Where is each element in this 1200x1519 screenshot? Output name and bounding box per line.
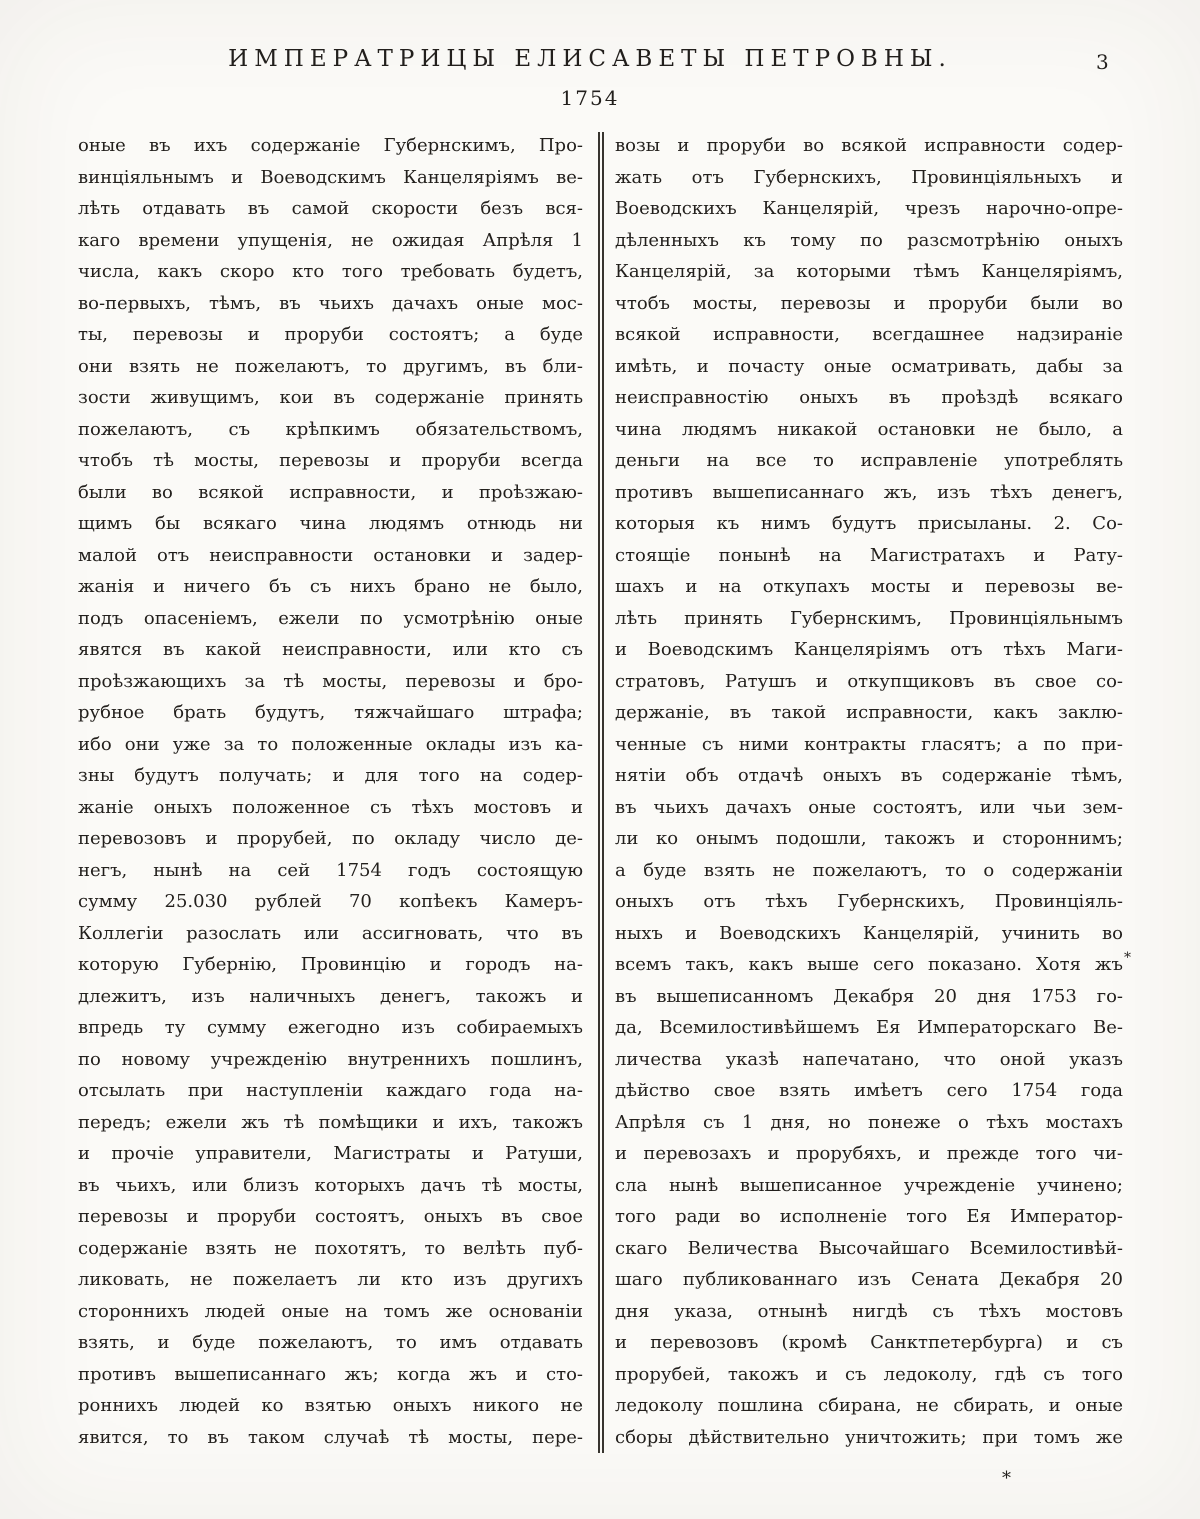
text-line: проѣзжающихъ за тѣ мосты, перевозы и бро- [78,670,583,692]
text-line: Апрѣля съ 1 дня, но понеже о тѣхъ мостахъ [615,1111,1123,1133]
text-line: рубное брать будутъ, тяжчайшаго штрафа; [78,702,583,723]
text-line: имѣть, и почасту оные осматривать, дабы за [615,355,1123,377]
text-line: впредь ту сумму ежегодно изъ собираемыхъ [78,1017,583,1038]
text-line: длежитъ, изъ наличныхъ денегъ, такожъ и [78,985,583,1007]
text-line: жать отъ Губернскихъ, Провинціяльныхъ и [615,166,1123,188]
text-line: деньги на все то исправленіе употреблять [615,450,1123,471]
text-line: дѣйство свое взять имѣетъ сего 1754 года [615,1080,1123,1101]
text-line: роннихъ людей ко взятью оныхъ никого не [78,1395,583,1416]
text-line: сборы дѣйствительно уничтожить; при томъ же [615,1426,1123,1448]
text-line: стоящіе понынѣ на Магистратахъ и Рату- [615,544,1123,566]
text-line: Коллегіи разослать или ассигновать, что въ [78,922,583,944]
text-line: оные въ ихъ содержаніе Губернскимъ, Про- [78,135,583,156]
text-line: а буде взять не пожелаютъ, то о содержаніи [615,859,1123,881]
text-line: каго времени упущенія, не ожидая Апрѣля 1 [78,229,583,251]
text-line: явятся въ какой неисправности, или кто съ [78,639,583,660]
text-line: въ вышеписанномъ Декабря 20 дня 1753 го- [615,985,1123,1007]
text-line: жаніе оныхъ положенное съ тѣхъ мостовъ и [78,796,583,818]
text-line: по новому учрежденію внутреннихъ пошлинъ, [78,1048,583,1070]
text-line: и прочіе управители, Магистраты и Ратуши, [78,1143,583,1164]
text-line: Канцелярій, за которыми тѣмъ Канцеляріямъ, [615,261,1123,282]
text-line: Воеводскихъ Канцелярій, чрезъ нарочно-опре- [615,198,1123,219]
text-line: всемъ такъ, какъ выше сего показано. Хотя жъ [615,954,1123,975]
text-line: негъ, нынѣ на сей 1754 годъ состоящую [78,859,583,881]
text-line: пожелаютъ, съ крѣпкимъ обязательствомъ, [78,418,583,440]
text-line: ибо они уже за то положенные оклады изъ ка- [78,733,583,755]
text-line: возы и проруби во всякой исправности содер- [615,135,1123,156]
text-line: личества указѣ напечатано, что оной указъ [615,1048,1123,1070]
text-line: противъ вышеписаннаго жъ; когда жъ и сто- [78,1363,583,1385]
text-line: противъ вышеписаннаго жъ, изъ тѣхъ денегъ, [615,481,1123,503]
text-line: подъ опасеніемъ, ежели по усмотрѣнію оные [78,607,583,629]
text-line: зны будутъ получать; и для того на содер- [78,765,583,786]
text-line: шахъ и на откупахъ мосты и перевозы ве- [615,576,1123,597]
signature-asterisk: * [1002,1468,1011,1489]
text-line: ты, перевозы и проруби состоятъ; а буде [78,324,583,345]
text-line: держаніе, въ такой исправности, какъ заклю- [615,702,1123,723]
text-line: стратовъ, Ратушъ и откупщиковъ въ свое со- [615,670,1123,692]
text-line: прорубей, такожъ и съ ледоколу, гдѣ съ того [615,1363,1123,1385]
text-line: ныхъ и Воеводскихъ Канцелярій, учинить во [615,922,1123,944]
text-line: дня указа, отнынѣ нигдѣ съ тѣхъ мостовъ [615,1300,1123,1322]
text-line: ченные съ ними контракты гласятъ; а по при- [615,733,1123,755]
page-number: 3 [1096,50,1109,74]
text-line: числа, какъ скоро кто того требовать будетъ, [78,261,583,282]
text-line: отсылать при наступленіи каждаго года на- [78,1080,583,1101]
text-line: сла нынѣ вышеписанное учрежденіе учинено; [615,1174,1123,1196]
text-line: шаго публикованнаго изъ Сената Декабря 20 [615,1269,1123,1290]
right-column [615,130,1123,1453]
year-heading: 1754 [560,86,620,110]
text-line: чина людямъ никакой остановки не было, а [615,418,1123,440]
text-line: да, Всемилостивѣйшемъ Ея Императорскаго Ве- [615,1017,1123,1038]
text-line: чтобъ мосты, перевозы и проруби были во [615,292,1123,314]
text-line: ликовать, не пожелаетъ ли кто изъ другихъ [78,1269,583,1290]
text-line: которую Губернію, Провинцію и городъ на- [78,954,583,975]
column-divider-rule [598,132,604,1453]
text-line: винціяльнымъ и Воеводскимъ Канцеляріямъ ве- [78,166,583,188]
left-column [78,130,583,1453]
text-line: малой отъ неисправности остановки и задер- [78,544,583,566]
text-line: сумму 25.030 рублей 70 копѣекъ Камеръ- [78,891,583,912]
text-line: были во всякой исправности, и проѣзжаю- [78,481,583,503]
text-line: стороннихъ людей оные на томъ же основаніи [78,1300,583,1322]
text-line: оныхъ отъ тѣхъ Губернскихъ, Провинціяль- [615,891,1123,912]
text-line: въ чьихъ, или близъ которыхъ дачъ тѣ мосты, [78,1174,583,1196]
text-body [78,130,1128,1453]
text-line: они взять не пожелаютъ, то другимъ, въ бли- [78,355,583,377]
text-line: явится, то въ таком случаѣ тѣ мосты, пере- [78,1426,583,1448]
text-line: и перевозахъ и прорубяхъ, и прежде того чи- [615,1143,1123,1164]
text-line: зости живущимъ, кои въ содержаніе принять [78,387,583,408]
text-line: перевозы и проруби состоятъ, оныхъ въ свое [78,1206,583,1227]
text-line: передъ; ежели жъ тѣ помѣщики и ихъ, такожъ [78,1111,583,1133]
text-line: ледоколу пошлина сбирана, не сбирать, и оные [615,1395,1123,1416]
text-line: жанія и ничего бъ съ нихъ брано не было, [78,576,583,597]
text-line: всякой исправности, всегдашнее надзираніе [615,324,1123,345]
page-header [0,46,1180,72]
text-line: неисправностію оныхъ въ проѣздѣ всякаго [615,387,1123,408]
text-line: нятіи объ отдачѣ оныхъ въ содержаніе тѣмъ, [615,765,1123,786]
text-line: которыя къ нимъ будутъ присыланы. 2. Со- [615,513,1123,534]
chapter-title: ИМПЕРАТРИЦЫ ЕЛИСАВЕТЫ ПЕТРОВНЫ. [228,46,952,72]
text-line: скаго Величества Высочайшаго Всемилостивѣй- [615,1237,1123,1259]
text-line: въ чьихъ дачахъ оные состоятъ, или чьи зем- [615,796,1123,818]
text-line: ли ко онымъ подошли, такожъ и стороннимъ; [615,828,1123,849]
text-line: взять, и буде пожелаютъ, то имъ отдавать [78,1332,583,1353]
text-line: перевозовъ и прорубей, по окладу число де- [78,828,583,849]
text-line: лѣть отдавать въ самой скорости безъ вся- [78,198,583,219]
text-line: и перевозовъ (кромѣ Санктпетербурга) и съ [615,1332,1123,1353]
margin-asterisk: * [1124,950,1131,966]
text-line: лѣть принять Губернскимъ, Провинціяльнымъ [615,607,1123,629]
text-line: дѣленныхъ къ тому по разсмотрѣнію оныхъ [615,229,1123,251]
text-line: щимъ бы всякаго чина людямъ отнюдь ни [78,513,583,534]
text-line: того ради во исполненіе того Ея Император- [615,1206,1123,1227]
text-line: чтобъ тѣ мосты, перевозы и проруби всегда [78,450,583,471]
text-line: во-первыхъ, тѣмъ, въ чьихъ дачахъ оные мос- [78,292,583,314]
text-line: и Воеводскимъ Канцеляріямъ отъ тѣхъ Маги- [615,639,1123,660]
text-line: содержаніе взять не похотятъ, то велѣть пуб- [78,1237,583,1259]
